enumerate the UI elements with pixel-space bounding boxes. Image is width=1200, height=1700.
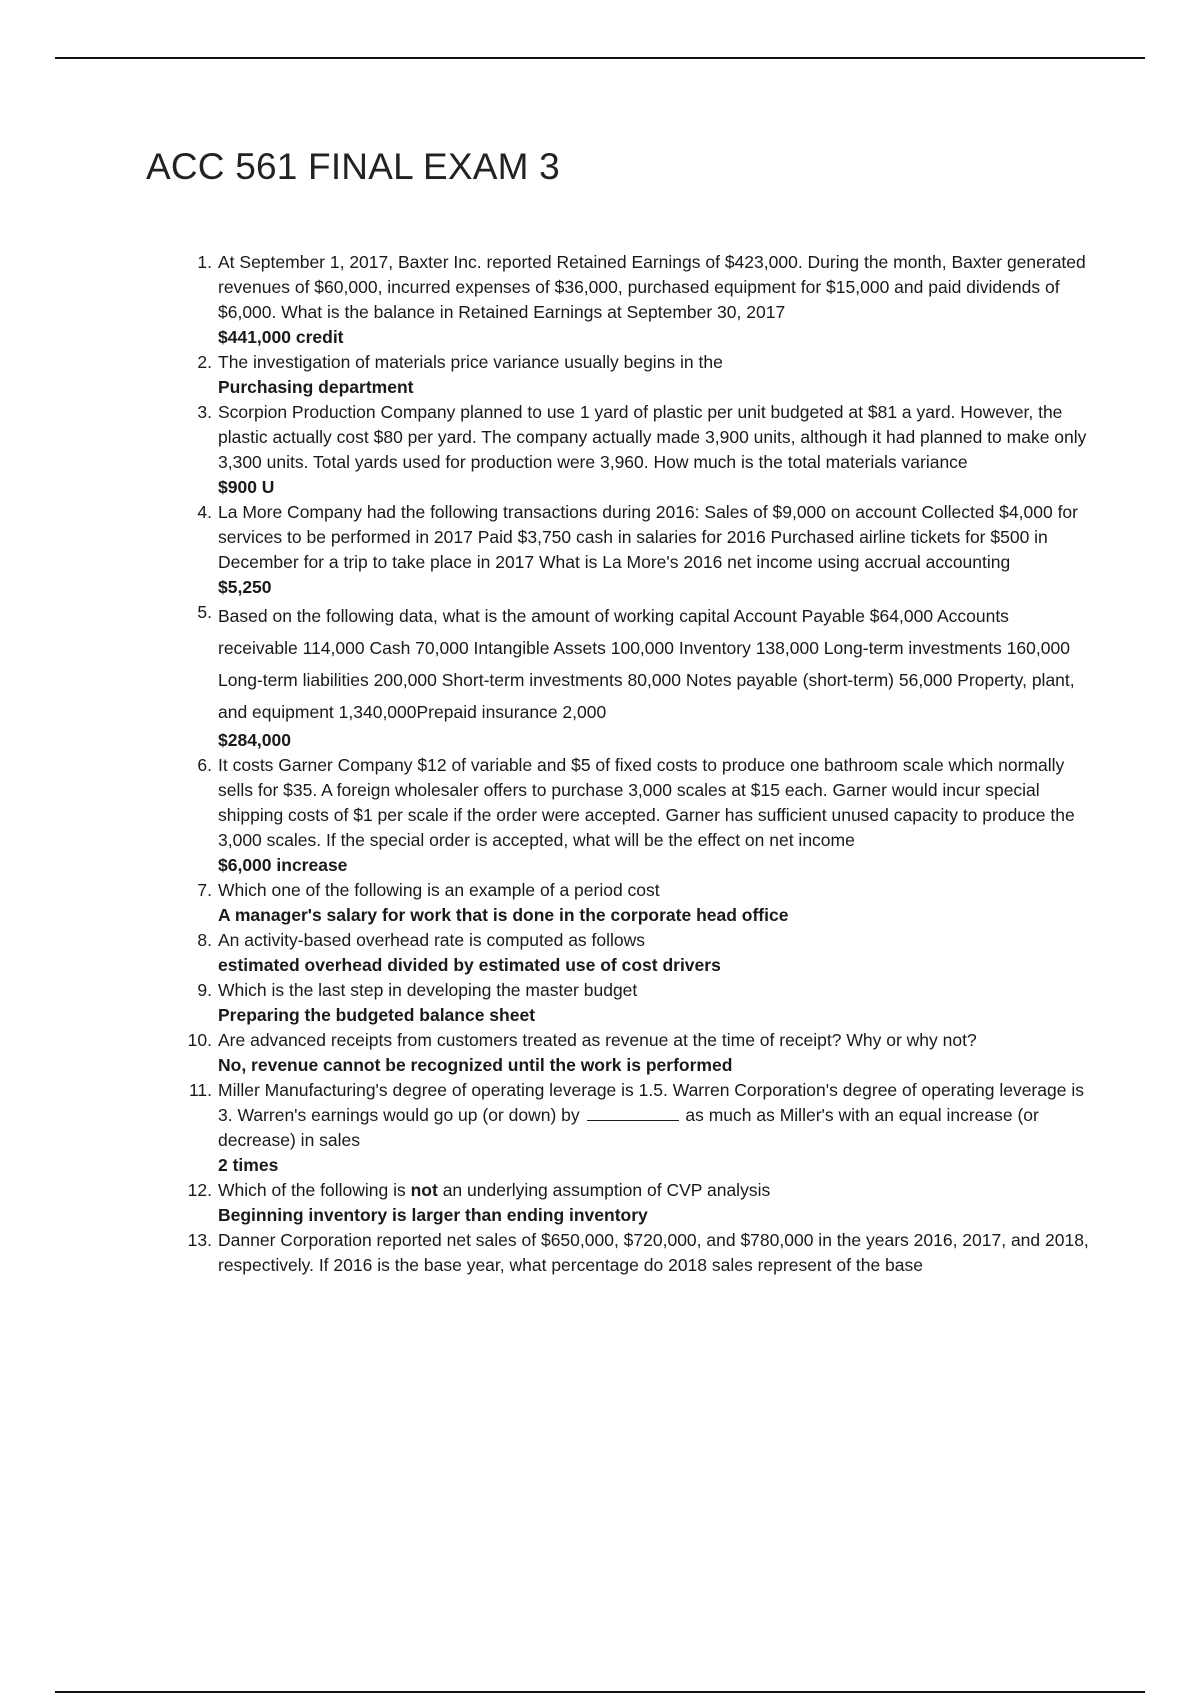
question-text: Based on the following data, what is the amount of working capital Account Payable $64,000 Accounts receivable 114,000 Cash 70,000 Intangible Assets 100,000 Inventory 138,000 Long-term investments 160,000 Long-term liabilities 200,000 Short-term investments 80,000 Notes payable (short-term) 56,000 Property, plant, and equipment 1,340,000Prepaid insurance 2,000 xyxy=(218,606,1075,722)
question-11 xyxy=(176,1078,1091,1178)
question-text-part: as much as Miller's with an equal increase (or decrease) in sales xyxy=(218,1105,1039,1150)
question-number: 9. xyxy=(197,980,212,1000)
emphasis-text: not xyxy=(410,1180,438,1200)
question-text: Danner Corporation reported net sales of $650,000, $720,000, and $780,000 in the years 2016, 2017, and 2018, respectively. If 2016 is the base year, what percentage do 2018 sales represent of the base xyxy=(218,1230,1089,1275)
question-text: Which one of the following is an example of a period cost xyxy=(218,880,660,900)
question-8 xyxy=(176,928,1091,978)
question-number: 13. xyxy=(187,1230,212,1250)
question-text: Which is the last step in developing the master budget xyxy=(218,980,638,1000)
question-answer: A manager's salary for work that is done in the corporate head office xyxy=(218,905,789,925)
question-3 xyxy=(176,400,1091,500)
question-answer: $6,000 increase xyxy=(218,855,348,875)
question-number: 2. xyxy=(197,352,212,372)
question-number: 4. xyxy=(197,502,212,522)
question-answer: $441,000 credit xyxy=(218,327,344,347)
question-number: 8. xyxy=(197,930,212,950)
question-text-part: an underlying assumption of CVP analysis xyxy=(442,1180,771,1200)
question-6 xyxy=(176,753,1091,878)
question-answer: $900 U xyxy=(218,477,275,497)
page-title: ACC 561 FINAL EXAM 3 xyxy=(146,146,560,187)
question-text: It costs Garner Company $12 of variable and $5 of fixed costs to produce one bathroom scale which normally sells for $35. A foreign wholesaler offers to purchase 3,000 scales at $15 each. Garner would incur special shipping costs of $1 per scale if the order were accepted. Garner has sufficient unused capacity to produce the 3,000 scales. If the special order is accepted, what will be the effect on net income xyxy=(218,755,1075,850)
question-text-part: Which of the following is xyxy=(218,1180,406,1200)
question-answer: Preparing the budgeted balance sheet xyxy=(218,1005,536,1025)
question-answer: Purchasing department xyxy=(218,377,414,397)
question-10 xyxy=(176,1028,1091,1078)
question-1 xyxy=(176,250,1091,350)
question-text: An activity-based overhead rate is computed as follows xyxy=(218,930,646,950)
question-text: La More Company had the following transactions during 2016: Sales of $9,000 on account Collected $4,000 for services to be performed in 2017 Paid $3,750 cash in salaries for 2016 Purchased airline tickets for $500 in December for a trip to take place in 2017 What is La More's 2016 net income using accrual accounting xyxy=(218,502,1078,572)
question-text: Scorpion Production Company planned to use 1 yard of plastic per unit budgeted at $81 a yard. However, the plastic actually cost $80 per yard. The company actually made 3,900 units, although it had planned to make only 3,300 units. Total yards used for production were 3,960. How much is the total materials variance xyxy=(218,402,1087,472)
question-number: 7. xyxy=(197,880,212,900)
question-answer: Beginning inventory is larger than ending inventory xyxy=(218,1205,648,1225)
question-text xyxy=(218,1178,1091,1203)
question-answer: No, revenue cannot be recognized until the work is performed xyxy=(218,1055,733,1075)
question-text: Are advanced receipts from customers treated as revenue at the time of receipt? Why or why not? xyxy=(218,1030,977,1050)
question-5 xyxy=(176,600,1091,753)
question-number: 11. xyxy=(188,1080,212,1100)
question-answer: $5,250 xyxy=(218,577,272,597)
question-number: 3. xyxy=(197,402,212,422)
top-rule xyxy=(55,57,1145,59)
question-13 xyxy=(176,1228,1091,1278)
question-4 xyxy=(176,500,1091,600)
question-answer: estimated overhead divided by estimated use of cost drivers xyxy=(218,955,721,975)
question-answer: $284,000 xyxy=(218,730,291,750)
question-text-part: Miller Manufacturing's degree of operating leverage is 1.5. Warren Corporation's degree of operating leverage is 3. Warren's earnings would go up (or down) by xyxy=(218,1080,1084,1125)
question-9 xyxy=(176,978,1091,1028)
question-number: 5. xyxy=(197,602,212,622)
question-2 xyxy=(176,350,1091,400)
answer-blank xyxy=(587,1104,679,1121)
question-number: 10. xyxy=(187,1030,212,1050)
question-answer: 2 times xyxy=(218,1155,279,1175)
question-text xyxy=(218,1078,1091,1153)
question-text: The investigation of materials price variance usually begins in the xyxy=(218,352,723,372)
question-number: 12. xyxy=(187,1180,212,1200)
question-number: 1. xyxy=(197,252,212,272)
bottom-rule xyxy=(55,1691,1145,1693)
question-number: 6. xyxy=(197,755,212,775)
question-list xyxy=(176,250,1091,1278)
question-text: At September 1, 2017, Baxter Inc. reported Retained Earnings of $423,000. During the month, Baxter generated revenues of $60,000, incurred expenses of $36,000, purchased equipment for $15,000 and paid dividends of $6,000. What is the balance in Retained Earnings at September 30, 2017 xyxy=(218,252,1086,322)
question-7 xyxy=(176,878,1091,928)
question-12 xyxy=(176,1178,1091,1228)
